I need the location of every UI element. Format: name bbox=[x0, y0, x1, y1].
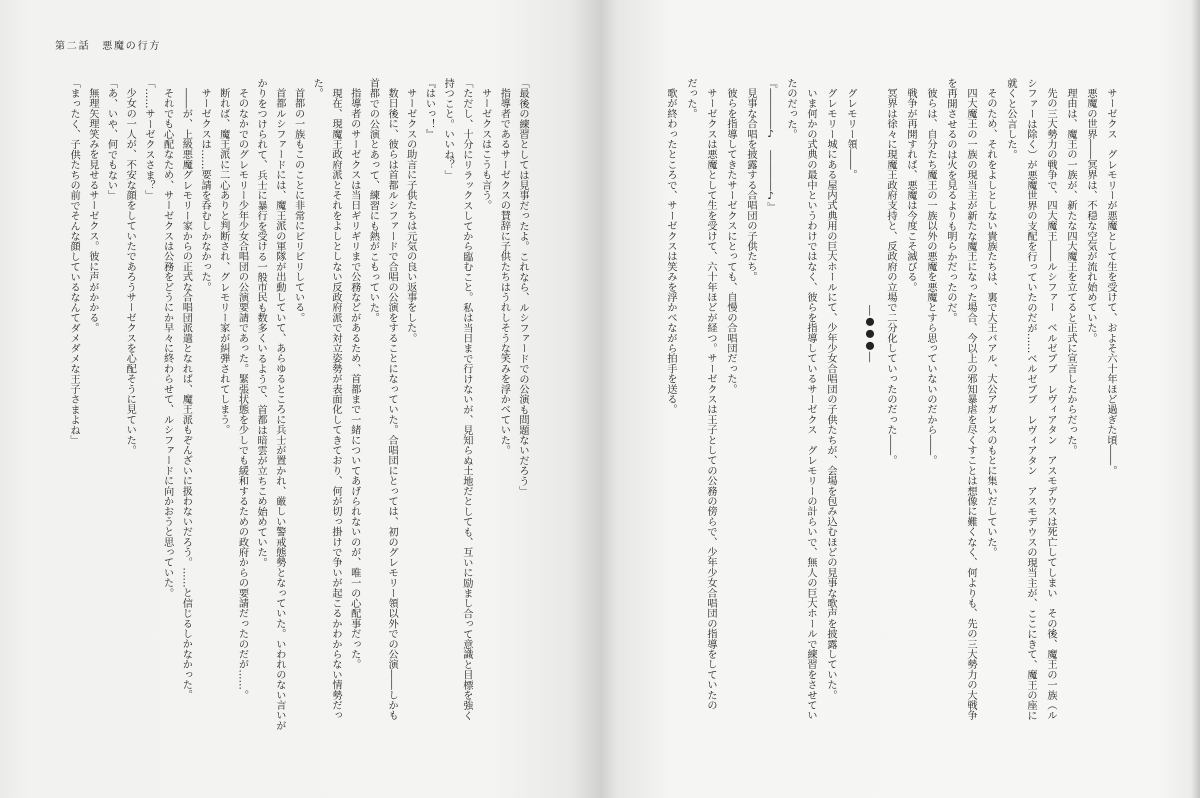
running-head: 第二話 悪魔の行方 bbox=[55, 41, 162, 52]
text-line: 「……サーゼクスさま？」 bbox=[142, 78, 154, 201]
text-line: 冥界は徐々に現魔王政府支持と、反政府の立場で二分化していったのだった――。 bbox=[885, 88, 896, 466]
text-line: 就くと公言した。 bbox=[1005, 78, 1016, 160]
text-line: かりをつけられて、兵士に暴行を受ける一般市民も数多くいるようで、首都は暗雲が立ちこめ始めていた。 bbox=[255, 78, 267, 568]
text-line: 首都での公演とあって、練習にも熱がこもっていた。 bbox=[367, 78, 379, 323]
right-page-body bbox=[660, 78, 1120, 742]
text-line: 理由は、魔王の一族が、新たな四大魔王を立てると正式に宣言したからだった。 bbox=[1065, 88, 1076, 456]
text-line: 彼らは、自分たち魔王の一族以外の悪魔を悪魔とすら思っていないのだから――。 bbox=[925, 88, 936, 466]
text-line: サーゼクスは……要請を呑むしかなかった。 bbox=[199, 88, 211, 293]
text-line: 『はいっ！』 bbox=[423, 78, 435, 140]
text-line: シファーは除く）が悪魔世界の支配を行っていたのだが……ベルゼブブ レヴィアタン アスモデウスの現当主が、ここにきて、魔王の座に bbox=[1025, 78, 1036, 721]
text-line: いま何かの式典の最中というわけではなく、彼らを指導しているサーゼクス グレモリーの計らいで、無人の巨大ホールで練習をさせてい bbox=[805, 88, 816, 721]
text-line: 彼らを指導してきたサーゼクスにとっても、自慢の合唱団だった。 bbox=[725, 88, 736, 395]
text-line: 歌が終わったところで、サーゼクスは笑みを浮かべながら拍手を送る。 bbox=[665, 88, 676, 415]
text-line: 現在、現魔王政府派とそれをよしとしない反政府派で対立姿勢が表面化してきており、何が切っ掛けで争いが起こるかわからない情勢だっ bbox=[329, 88, 341, 721]
text-line: グレモリー領――。 bbox=[845, 88, 856, 180]
text-line: サーゼクス グレモリーが悪魔として生を受けて、およそ六十年ほど過ぎた頃――。 bbox=[1105, 88, 1116, 476]
text-line: ――が、上級悪魔グレモリー家からの正式な合唱団派遣となれば、魔王派もぞんざいに扱わないだろう。……と信じるしかなかった。 bbox=[180, 88, 192, 701]
text-line: 「まったく、子供たちの前でそんな顔しているなんてダメダメな王子さまよね」 bbox=[68, 78, 80, 446]
right-page bbox=[600, 0, 1200, 798]
text-line: 指導者であるサーゼクスの賛辞に子供たちはうれしそうな笑みを浮かべていた。 bbox=[498, 88, 510, 456]
text-line: 四大魔王の一族の現当主が新たな魔王になった場合、今以上の邪知暴虐を尽くすことは想像に難くなく、何よりも、先の三大勢力の大戦争 bbox=[965, 88, 976, 721]
text-line: 持つこと。いいね？」 bbox=[442, 78, 454, 180]
text-line: 断れば、魔王派に二心ありと判断され、グレモリー家が糾弾されてしまう。 bbox=[217, 88, 229, 435]
text-line: 首都ルシファードには、魔王派の軍隊が出動していて、あらゆるところに兵士が置かれ、厳しい警戒態勢となっていた。いわれのない言いが bbox=[273, 88, 285, 731]
text-line: 少女の一人が、不安な顔をしていたであろうサーゼクスを心配そうに見ていた。 bbox=[124, 88, 136, 456]
left-page-body bbox=[63, 78, 531, 742]
text-line: 首都の一族もこのことに非常にピリピリしている。 bbox=[292, 88, 304, 323]
scene-break-ornament: ―●●●― bbox=[864, 305, 876, 363]
text-line: 戦争が再開すれば、悪魔は今度こそ滅びる。 bbox=[905, 88, 916, 293]
text-line: たのだった。 bbox=[785, 78, 796, 140]
text-line: サーゼクスは悪魔として生を受けて、六十年ほどが経つ。サーゼクスは王子としての公務の傍らで、少年少女合唱団の指導をしていたの bbox=[705, 88, 716, 711]
text-line: た。 bbox=[311, 78, 323, 99]
text-line: を再開させるのは火を見るよりも明らかだったのだ。 bbox=[945, 78, 956, 323]
text-line: グレモリー城にある屋内式典用の巨大ホールにて、少年少女合唱団の子供たちが、会場を包み込むほどの見事な歌声を披露していた。 bbox=[825, 88, 836, 701]
text-line: だった。 bbox=[685, 78, 696, 119]
text-line: 見事な合唱を披露する合唱団の子供たち。 bbox=[745, 88, 756, 282]
text-line: 「あ、いや、何でもない」 bbox=[105, 78, 117, 201]
text-line: 「ただし、十分にリラックスしてから臨むこと。私は当日まで行けないが、見知らぬ土地だとしても、互いに励まし合って意識と目標を強く bbox=[460, 78, 472, 721]
text-line: そのなかでのグレモリー少年少女合唱団の公演要請であった。緊張状態を少しでも緩和するための政府からの要請だったのだが……。 bbox=[236, 88, 248, 701]
text-line: それでも心配なため、サーゼクスは公務をどうにか早々に終わらせて、ルシファードに向かおうと思っていた。 bbox=[161, 88, 173, 599]
text-line: 数日後に、彼らは首都ルシファードで合唱の公演をすることになっていた。合唱団にとっては、初のグレモリー領以外での公演――しかも bbox=[386, 88, 398, 721]
text-line: 無理矢理笑みを見せるサーゼクス。彼に声がかかる。 bbox=[86, 88, 98, 333]
text-line: 「最後の練習としては見事だったよ。これなら、ルシファードでの公演も問題ないだろう」 bbox=[517, 78, 528, 497]
text-line: 『――――♪ ――――♪』 bbox=[765, 78, 776, 213]
text-line: サーゼクスはこうも言う。 bbox=[479, 88, 491, 211]
text-line: 指導者のサーゼクスは当日ギリギリまで公務などがあるため、首都まで一緒についてあげられないのが、唯一の心配事だった。 bbox=[348, 88, 360, 670]
text-line: そのため、それをよしとしない貴族たちは、裏で大王バアル、大公アガレスのもとに集いだしていた。 bbox=[985, 88, 996, 558]
text-line: 先の三大勢力の戦争で、四大魔王――ルシファー ベルゼブブ レヴィアタン アスモデウスは死亡してしまい その後、魔王の一族（ル bbox=[1045, 88, 1056, 721]
text-line: サーゼクスの助言に子供たちは元気の良い返事をした。 bbox=[404, 88, 416, 344]
text-line: 悪魔の世界――冥界は、不穏な空気が流れ始めていた。 bbox=[1085, 88, 1096, 344]
